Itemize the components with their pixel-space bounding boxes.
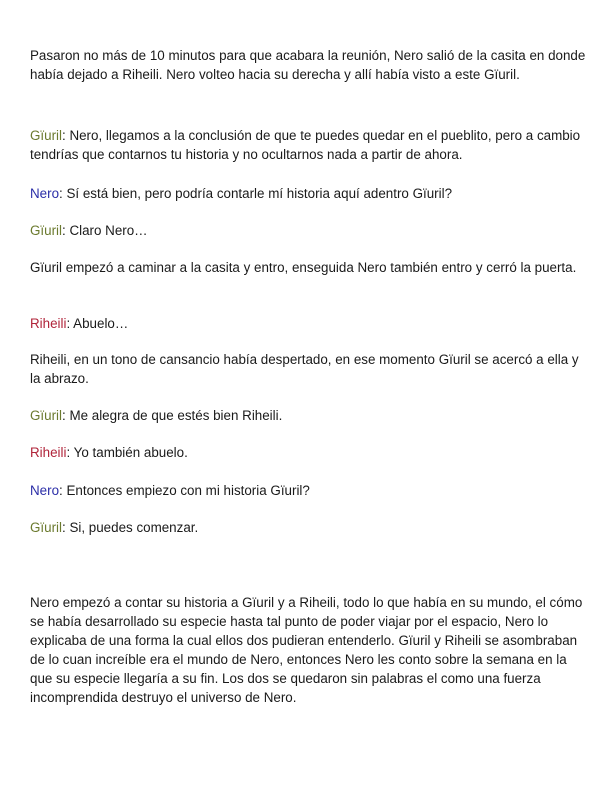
dialogue-giuril-3 — [30, 406, 586, 425]
dialogue-line: : Claro Nero… — [62, 223, 148, 238]
paragraph-narration-2: Gïuril empezó a caminar a la casita y entro, enseguida Nero también entro y cerró la puerta. — [30, 260, 577, 275]
dialogue-giuril-2 — [30, 221, 586, 240]
paragraph-narration-1: Pasaron no más de 10 minutos para que acabara la reunión, Nero salió de la casita en donde había dejado a Riheili. Nero volteo hacia su derecha y allí había visto a este Gïuril. — [30, 48, 586, 82]
dialogue-line: : Sí está bien, pero podría contarle mí historia aquí adentro Gïuril? — [59, 186, 453, 201]
dialogue-giuril-4 — [30, 518, 586, 537]
dialogue-riheili-2 — [30, 443, 586, 462]
speaker-name: Nero — [30, 483, 60, 498]
dialogue-line: : Si, puedes comenzar. — [62, 520, 199, 535]
speaker-name: Gïuril — [30, 223, 62, 238]
speaker-name: Gïuril — [30, 408, 62, 423]
dialogue-nero-2 — [30, 481, 586, 500]
dialogue-line: : Entonces empiezo con mi historia Gïuril? — [59, 483, 310, 498]
paragraph-narration-3: Riheili, en un tono de cansancio había despertado, en ese momento Gïuril se acercó a ella y la abrazo. — [30, 352, 579, 386]
speaker-name: Riheili — [30, 445, 67, 460]
speaker-name: Gïuril — [30, 520, 62, 535]
paragraph-narration-4: Nero empezó a contar su historia a Gïuril y a Riheili, todo lo que había en su mundo, el cómo se había desarrollado su especie hasta tal punto de poder viajar por el espacio, Nero lo explicaba de una forma la cual ellos dos pudieran entenderlo. Gïuril y Riheili se asombraban de lo cuan increíble era el mundo de Nero, entonces Nero les conto sobre la semana en la que su especie llegaría a su fin. Los dos se quedaron sin palabras el como una fuerza incomprendida destruyo el universo de Nero. — [30, 595, 583, 705]
dialogue-line: : Abuelo… — [66, 316, 129, 331]
speaker-name: Gïuril — [30, 128, 62, 143]
speaker-name: Riheili — [30, 316, 67, 331]
dialogue-line: : Me alegra de que estés bien Riheili. — [62, 408, 283, 423]
dialogue-line: : Yo también abuelo. — [66, 445, 188, 460]
dialogue-giuril-1 — [30, 126, 586, 164]
dialogue-riheili-1 — [30, 314, 586, 333]
speaker-name: Nero — [30, 186, 60, 201]
dialogue-line: : Nero, llegamos a la conclusión de que te puedes quedar en el pueblito, pero a cambio tendrías que contarnos tu historia y no ocultarnos nada a partir de ahora. — [30, 128, 581, 162]
dialogue-nero-1 — [30, 184, 586, 203]
